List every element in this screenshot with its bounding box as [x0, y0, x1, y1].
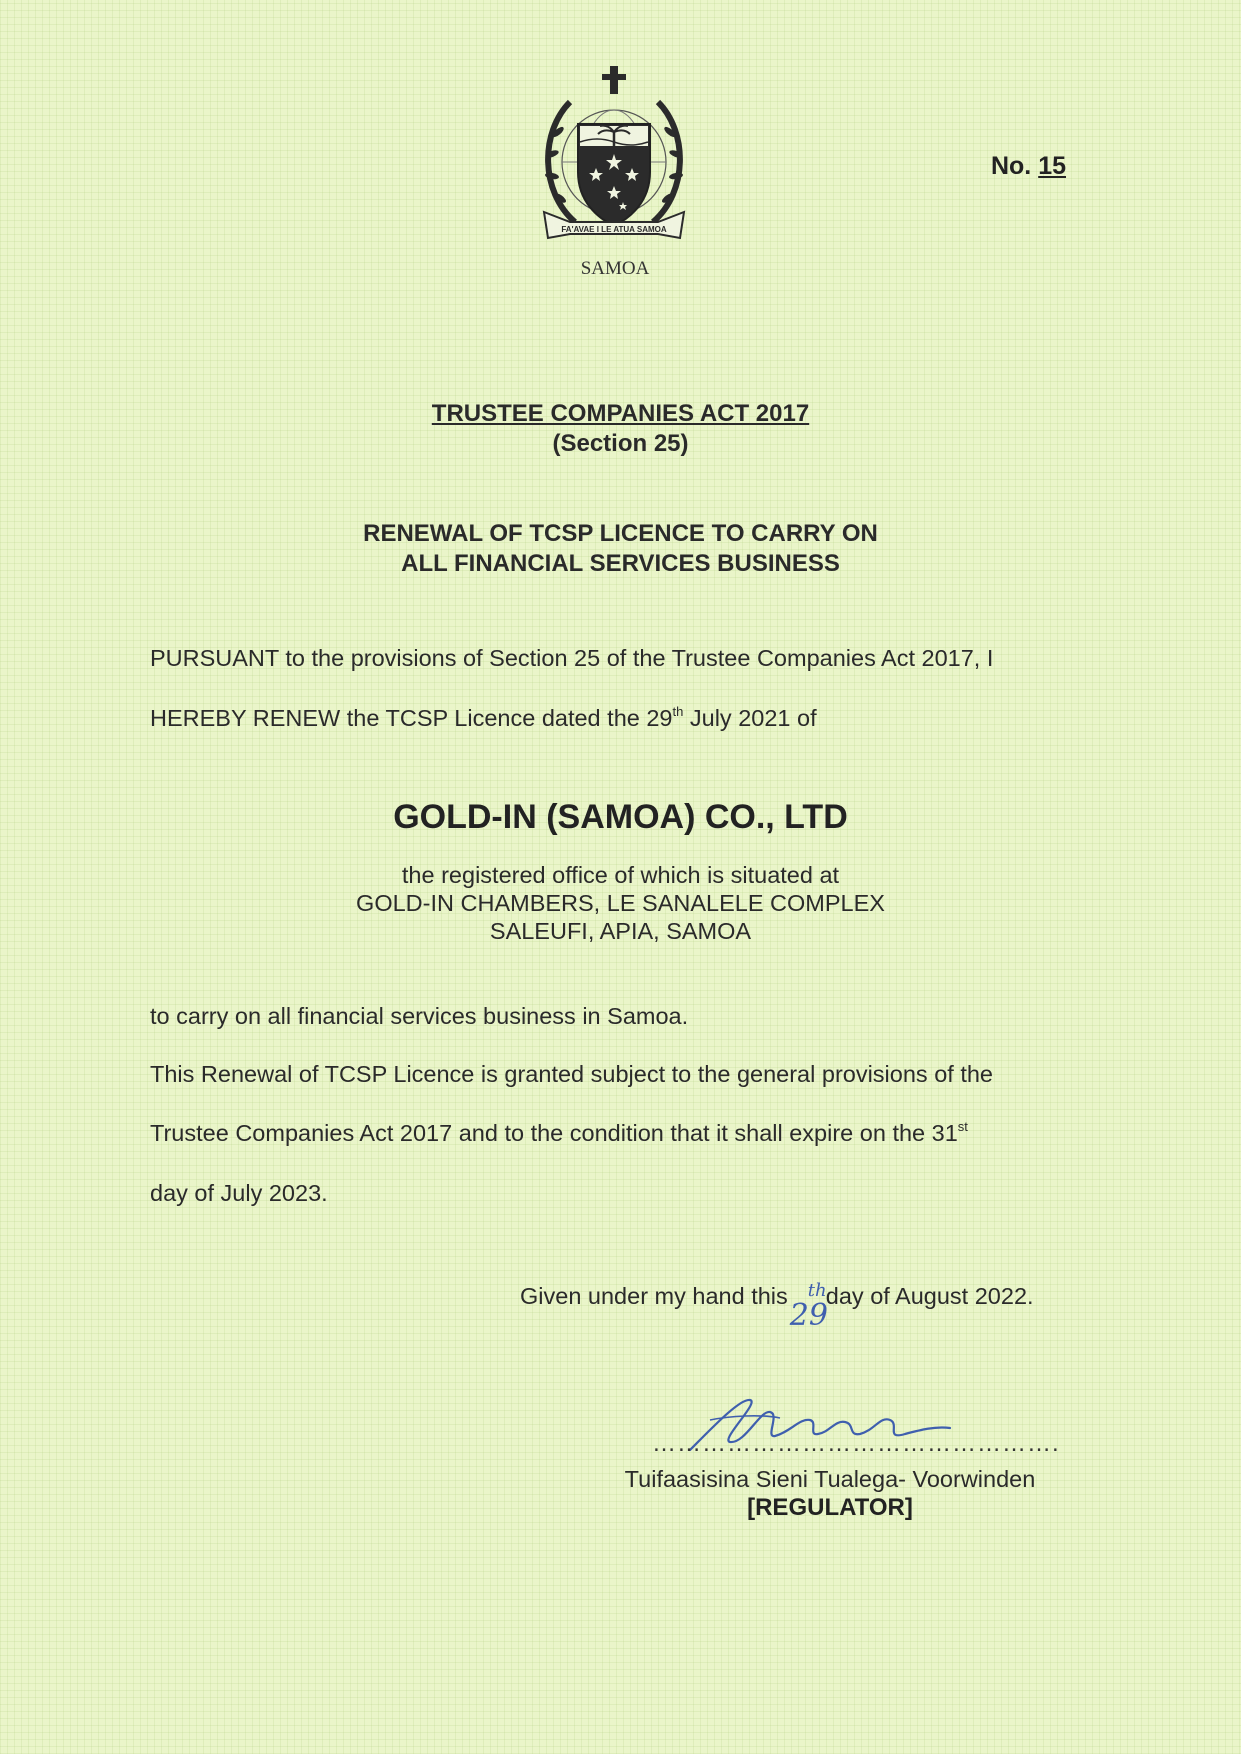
act-section: (Section 25) — [552, 430, 689, 457]
terms-line2-ordinal: st — [957, 1119, 968, 1134]
renew-line-text-end: July 2021 of — [683, 705, 817, 731]
document-heading-line2: ALL FINANCIAL SERVICES BUSINESS — [401, 550, 840, 577]
handwritten-day-number: 29 — [789, 1298, 828, 1333]
given-line-text: Given under my hand this — [520, 1283, 788, 1309]
terms-line2 — [150, 1120, 968, 1147]
office-line1: the registered office of which is situated at — [401, 862, 840, 888]
act-title: TRUSTEE COMPANIES ACT 2017 — [431, 400, 810, 427]
given-line-text-end: day of August 2022. — [825, 1283, 1034, 1309]
terms-line2-text: Trustee Companies Act 2017 and to the condition that it shall expire on the 31 — [150, 1120, 958, 1146]
renew-line — [150, 705, 817, 732]
handwritten-day-ordinal: th — [807, 1280, 827, 1301]
certificate-number — [991, 152, 1066, 181]
signatory-name: Tuifaasisina Sieni Tualega- Voorwinden — [624, 1466, 1036, 1492]
renew-line-ordinal: th — [672, 704, 684, 719]
terms-line1: This Renewal of TCSP Licence is granted subject to the general provisions of the — [150, 1061, 993, 1087]
certificate-number-value: 15 — [1038, 152, 1066, 180]
samoa-coat-of-arms-icon — [530, 62, 698, 246]
office-line2: GOLD-IN CHAMBERS, LE SANALELE COMPLEX — [356, 890, 885, 916]
certificate-number-label: No. — [990, 152, 1032, 180]
country-label: SAMOA — [580, 258, 650, 279]
renew-line-text: HEREBY RENEW the TCSP Licence dated the 29 — [150, 705, 673, 731]
given-line — [520, 1280, 1034, 1333]
signatory-title: [REGULATOR] — [747, 1494, 913, 1521]
signature-line: …………………………………………. — [652, 1430, 1060, 1457]
document-heading-line1: RENEWAL OF TCSP LICENCE TO CARRY ON — [363, 520, 878, 547]
terms-line3: day of July 2023. — [150, 1180, 328, 1206]
office-line3: SALEUFI, APIA, SAMOA — [489, 918, 752, 944]
company-name: GOLD-IN (SAMOA) CO., LTD — [393, 798, 848, 836]
crest-motto: FA'AVAE I LE ATUA SAMOA — [561, 225, 667, 234]
purpose-line: to carry on all financial services business in Samoa. — [150, 1003, 689, 1029]
pursuant-line: PURSUANT to the provisions of Section 25 of the Trustee Companies Act 2017, I — [150, 645, 994, 671]
